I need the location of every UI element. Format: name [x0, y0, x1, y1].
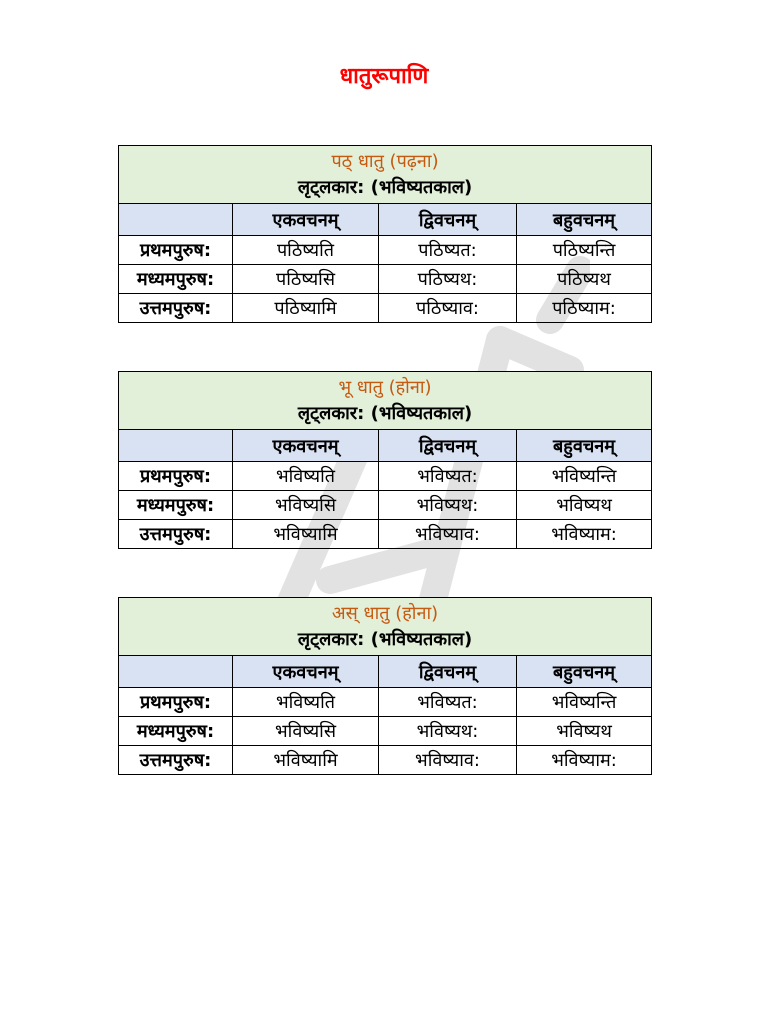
- column-header-singular: एकवचनम्: [233, 430, 379, 462]
- form-cell: भविष्यसि: [233, 717, 379, 746]
- table-header: [119, 598, 652, 656]
- table-header: [119, 146, 652, 204]
- column-header-singular: एकवचनम्: [233, 656, 379, 688]
- form-cell: पठिष्याम:: [517, 294, 652, 323]
- form-cell: पठिष्यति: [233, 236, 379, 265]
- root-title: भू धातु (होना): [338, 377, 432, 398]
- form-cell: भविष्यथ: [517, 717, 652, 746]
- form-cell: पठिष्यामि: [233, 294, 379, 323]
- table-row: [119, 265, 652, 294]
- form-cell: भविष्यति: [233, 462, 379, 491]
- form-cell: भविष्यत:: [379, 688, 517, 717]
- form-cell: भविष्याव:: [379, 746, 517, 775]
- row-label-first-person: प्रथमपुरुष:: [119, 462, 233, 491]
- form-cell: भविष्यामि: [233, 520, 379, 549]
- form-cell: भविष्यन्ति: [517, 462, 652, 491]
- form-cell: भविष्यसि: [233, 491, 379, 520]
- form-cell: भविष्यथ:: [379, 717, 517, 746]
- conjugation-table-bhu: [118, 371, 652, 549]
- form-cell: पठिष्यत:: [379, 236, 517, 265]
- form-cell: पठिष्यथ:: [379, 265, 517, 294]
- form-cell: पठिष्यथ: [517, 265, 652, 294]
- lakara-title: लृट्लकार: (भविष्यतकाल): [297, 177, 473, 198]
- form-cell: भविष्याम:: [517, 746, 652, 775]
- corner-cell: [119, 430, 233, 462]
- column-header-plural: बहुवचनम्: [517, 656, 652, 688]
- form-cell: भविष्यामि: [233, 746, 379, 775]
- conjugation-table-as: [118, 597, 652, 775]
- form-cell: भविष्यति: [233, 688, 379, 717]
- column-header-singular: एकवचनम्: [233, 204, 379, 236]
- form-cell: भविष्यत:: [379, 462, 517, 491]
- column-header-plural: बहुवचनम्: [517, 204, 652, 236]
- column-header-plural: बहुवचनम्: [517, 430, 652, 462]
- table-row: [119, 462, 652, 491]
- row-label-second-person: मध्यमपुरुष:: [119, 491, 233, 520]
- conjugation-table-path: [118, 145, 652, 323]
- corner-cell: [119, 656, 233, 688]
- table-row: [119, 746, 652, 775]
- root-title: पठ् धातु (पढ़ना): [331, 151, 439, 172]
- form-cell: भविष्याव:: [379, 520, 517, 549]
- form-cell: पठिष्याव:: [379, 294, 517, 323]
- form-cell: भविष्याम:: [517, 520, 652, 549]
- table-row: [119, 717, 652, 746]
- column-header-dual: द्विवचनम्: [379, 656, 517, 688]
- form-cell: भविष्यन्ति: [517, 688, 652, 717]
- root-title: अस् धातु (होना): [331, 603, 439, 624]
- table-row: [119, 520, 652, 549]
- row-label-third-person: उत्तमपुरुष:: [119, 746, 233, 775]
- table-row: [119, 236, 652, 265]
- row-label-third-person: उत्तमपुरुष:: [119, 294, 233, 323]
- form-cell: भविष्यथ: [517, 491, 652, 520]
- lakara-title: लृट्लकार: (भविष्यतकाल): [297, 403, 473, 424]
- table-row: [119, 688, 652, 717]
- page-title: धातुरूपाणि: [339, 64, 429, 89]
- row-label-second-person: मध्यमपुरुष:: [119, 717, 233, 746]
- form-cell: पठिष्यसि: [233, 265, 379, 294]
- row-label-first-person: प्रथमपुरुष:: [119, 236, 233, 265]
- row-label-third-person: उत्तमपुरुष:: [119, 520, 233, 549]
- row-label-second-person: मध्यमपुरुष:: [119, 265, 233, 294]
- lakara-title: लृट्लकार: (भविष्यतकाल): [297, 629, 473, 650]
- form-cell: पठिष्यन्ति: [517, 236, 652, 265]
- table-row: [119, 294, 652, 323]
- table-row: [119, 491, 652, 520]
- corner-cell: [119, 204, 233, 236]
- row-label-first-person: प्रथमपुरुष:: [119, 688, 233, 717]
- column-header-dual: द्विवचनम्: [379, 430, 517, 462]
- form-cell: भविष्यथ:: [379, 491, 517, 520]
- column-header-dual: द्विवचनम्: [379, 204, 517, 236]
- table-header: [119, 372, 652, 430]
